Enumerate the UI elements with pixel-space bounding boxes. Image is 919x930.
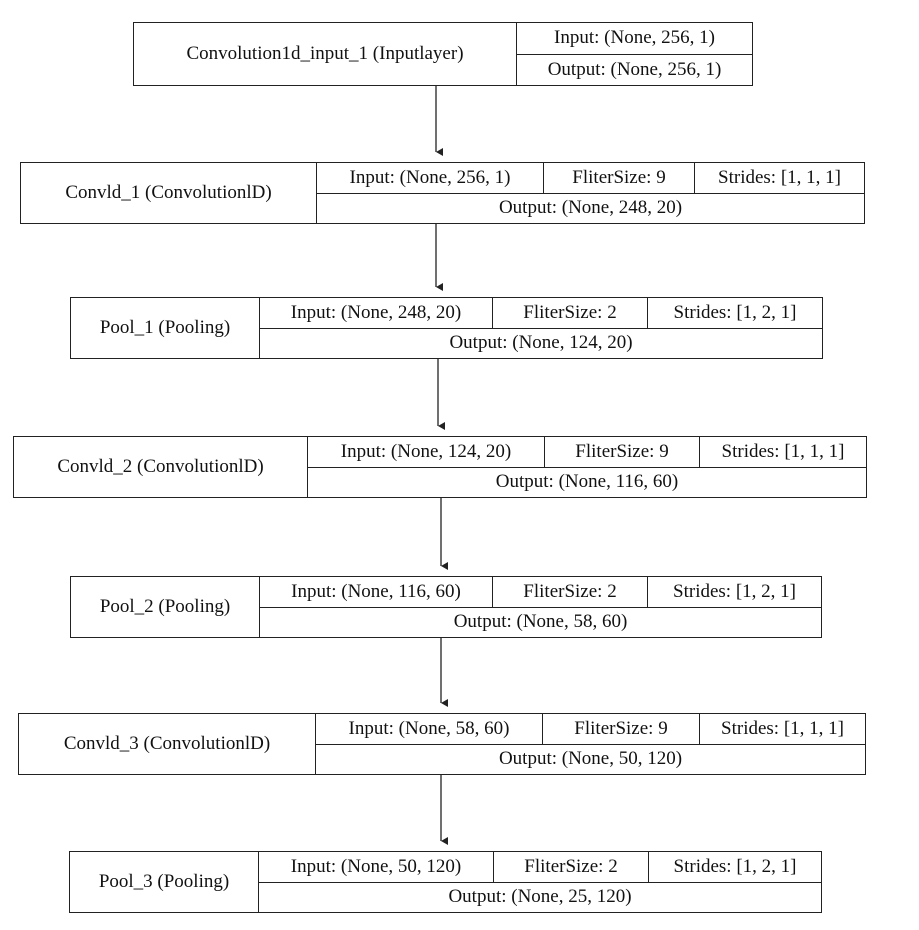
layer-name: Pool_1 (Pooling) [71,298,260,358]
filter-size: FliterSize: 9 [542,714,699,744]
output-shape: Output: (None, 50, 120) [498,748,683,770]
input-shape: Input: (None, 248, 20) [290,301,462,323]
output-shape: Output: (None, 58, 60) [453,611,628,633]
output-shape: Output: (None, 248, 20) [498,197,683,219]
strides: Strides: [1, 1, 1] [699,437,866,467]
strides: Strides: [1, 2, 1] [647,577,821,607]
layer-name: Convld_2 (ConvolutionlD) [14,437,308,497]
layer-name: Pool_3 (Pooling) [70,852,259,912]
input-shape: Input: (None, 50, 120) [290,855,462,877]
input-shape: Input: (None, 256, 1) [349,166,511,188]
output-shape: Output: (None, 256, 1) [547,58,722,80]
output-shape: Output: (None, 25, 120) [448,886,632,908]
layer-name: Convld_1 (ConvolutionlD) [21,163,317,223]
filter-size: FliterSize: 9 [544,437,699,467]
input-shape: Input: (None, 58, 60) [348,717,510,739]
input-shape: Input: (None, 256, 1) [554,27,715,49]
layer-name: Convolution1d_input_1 (Inputlayer) [134,23,517,85]
filter-size: FliterSize: 2 [493,852,648,882]
strides: Strides: [1, 1, 1] [694,163,864,193]
layer-name: Convld_3 (ConvolutionlD) [19,714,316,774]
input-shape: Input: (None, 116, 60) [291,580,461,602]
layer-name: Pool_2 (Pooling) [71,577,260,637]
output-shape: Output: (None, 116, 60) [495,471,679,493]
output-shape: Output: (None, 124, 20) [449,332,633,354]
filter-size: FliterSize: 2 [492,577,647,607]
strides: Strides: [1, 1, 1] [699,714,865,744]
strides: Strides: [1, 2, 1] [648,852,821,882]
filter-size: FliterSize: 2 [492,298,647,328]
strides: Strides: [1, 2, 1] [647,298,822,328]
input-shape: Input: (None, 124, 20) [340,440,512,462]
filter-size: FliterSize: 9 [543,163,694,193]
